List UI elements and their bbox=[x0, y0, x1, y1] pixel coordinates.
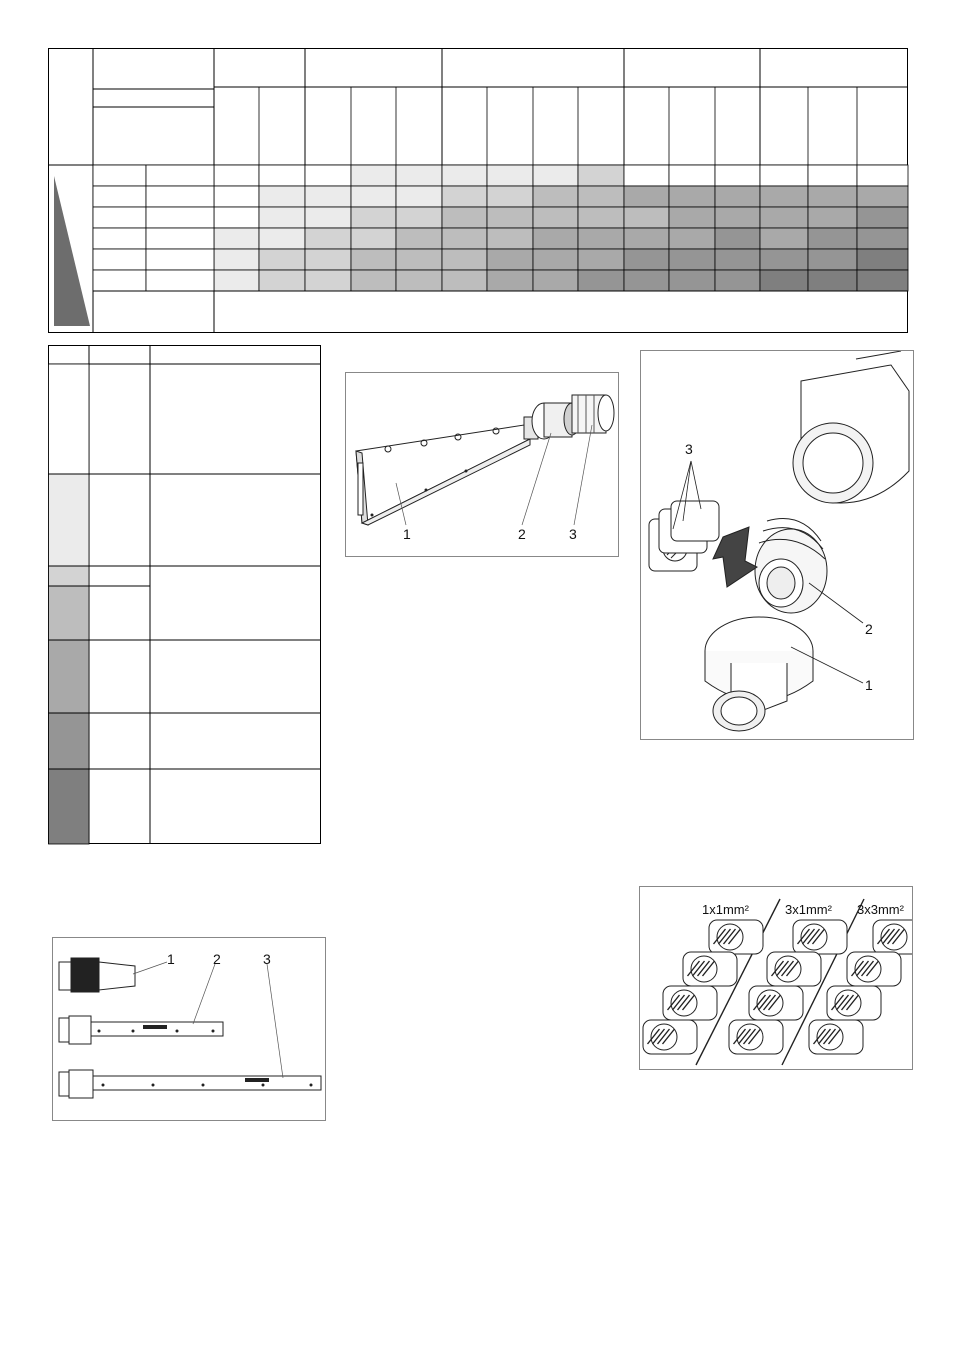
matrix-cell bbox=[259, 207, 305, 228]
matrix-cell bbox=[715, 249, 760, 270]
matrix-cell bbox=[624, 270, 669, 291]
wire-insert bbox=[793, 920, 847, 954]
matrix-cell bbox=[305, 186, 351, 207]
matrix-cell bbox=[533, 165, 578, 186]
figure-c-callout-1: 1 bbox=[167, 951, 175, 967]
figure-b-callout-3: 3 bbox=[685, 441, 693, 457]
legend-swatch bbox=[49, 474, 90, 566]
matrix-cell bbox=[442, 207, 487, 228]
matrix-cell bbox=[808, 186, 857, 207]
matrix-cell bbox=[533, 228, 578, 249]
matrix-row-label-cell bbox=[93, 207, 146, 228]
legend-swatch bbox=[49, 586, 90, 640]
wire-label-3x3: 3x3mm² bbox=[857, 902, 904, 917]
matrix-cell bbox=[715, 228, 760, 249]
matrix-cell bbox=[857, 228, 908, 249]
matrix-cell bbox=[487, 249, 533, 270]
figure-a-callout-2: 2 bbox=[518, 526, 526, 542]
legend-swatch bbox=[49, 364, 90, 474]
matrix-cell bbox=[760, 186, 808, 207]
matrix-cell bbox=[305, 270, 351, 291]
matrix-cell bbox=[624, 228, 669, 249]
matrix-cell bbox=[442, 165, 487, 186]
matrix-cell bbox=[857, 270, 908, 291]
wire-insert bbox=[643, 1020, 697, 1054]
matrix-row-label-cell bbox=[93, 249, 146, 270]
matrix-row-label-cell bbox=[146, 186, 214, 207]
matrix-cell bbox=[578, 228, 624, 249]
matrix-cell bbox=[305, 207, 351, 228]
figure-c-callout-3: 3 bbox=[263, 951, 271, 967]
legend-swatch bbox=[49, 769, 90, 844]
figure-horn-lengths bbox=[52, 937, 326, 1121]
matrix-cell bbox=[857, 207, 908, 228]
matrix-cell bbox=[715, 165, 760, 186]
matrix-cell bbox=[578, 186, 624, 207]
matrix-cell bbox=[305, 249, 351, 270]
matrix-cell bbox=[214, 270, 259, 291]
wire-insert bbox=[827, 986, 881, 1020]
matrix-cell bbox=[578, 207, 624, 228]
matrix-cell bbox=[487, 186, 533, 207]
wire-insert bbox=[809, 1020, 863, 1054]
figure-a-callout-1: 1 bbox=[403, 526, 411, 542]
matrix-cell bbox=[760, 228, 808, 249]
thickness-wedge-icon bbox=[54, 176, 90, 326]
matrix-cell bbox=[624, 165, 669, 186]
matrix-cell bbox=[259, 249, 305, 270]
booster-horn-icon bbox=[53, 938, 325, 1120]
matrix-cell bbox=[396, 207, 442, 228]
matrix-cell bbox=[396, 228, 442, 249]
matrix-cell bbox=[808, 228, 857, 249]
matrix-cell bbox=[578, 165, 624, 186]
matrix-cell bbox=[669, 165, 715, 186]
figure-c-callout-2: 2 bbox=[213, 951, 221, 967]
figure-b-callout-2: 2 bbox=[865, 621, 873, 637]
matrix-cell bbox=[442, 228, 487, 249]
matrix-cell bbox=[808, 165, 857, 186]
matrix-row-label-cell bbox=[146, 207, 214, 228]
matrix-row-label-cell bbox=[146, 270, 214, 291]
matrix-cell bbox=[487, 228, 533, 249]
legend-swatch bbox=[49, 566, 90, 586]
matrix-cell bbox=[396, 249, 442, 270]
matrix-row-label-cell bbox=[93, 228, 146, 249]
matrix-cell bbox=[442, 249, 487, 270]
wire-label-3x1: 3x1mm² bbox=[785, 902, 832, 917]
matrix-cell bbox=[808, 207, 857, 228]
matrix-cell bbox=[760, 165, 808, 186]
matrix-row-label-cell bbox=[146, 249, 214, 270]
matrix-cell bbox=[214, 207, 259, 228]
matrix-cell bbox=[857, 249, 908, 270]
matrix-cell bbox=[442, 270, 487, 291]
matrix-cell bbox=[669, 249, 715, 270]
matrix-cell bbox=[857, 165, 908, 186]
horn-sonotrode-icon bbox=[346, 373, 618, 556]
wire-insert bbox=[749, 986, 803, 1020]
matrix-cell bbox=[351, 207, 396, 228]
figure-a-callout-3: 3 bbox=[569, 526, 577, 542]
matrix-row-label-cell bbox=[146, 165, 214, 186]
legend-svg bbox=[48, 345, 322, 845]
matrix-cell bbox=[669, 228, 715, 249]
matrix-cell bbox=[305, 228, 351, 249]
matrix-cell bbox=[396, 165, 442, 186]
matrix-cell bbox=[578, 249, 624, 270]
shading-matrix-svg bbox=[48, 48, 909, 334]
matrix-cell bbox=[351, 270, 396, 291]
matrix-cell bbox=[351, 186, 396, 207]
matrix-row-label-cell bbox=[146, 228, 214, 249]
wire-insert bbox=[709, 920, 763, 954]
matrix-cell bbox=[214, 228, 259, 249]
wire-insert bbox=[729, 1020, 783, 1054]
matrix-cell bbox=[624, 249, 669, 270]
matrix-cell bbox=[715, 207, 760, 228]
matrix-cell bbox=[533, 186, 578, 207]
matrix-cell bbox=[396, 186, 442, 207]
figure-horn-assembly bbox=[345, 372, 619, 557]
shading-matrix-table bbox=[48, 48, 909, 334]
matrix-row-label-cell bbox=[93, 165, 146, 186]
matrix-cell bbox=[808, 270, 857, 291]
wire-insert bbox=[847, 952, 901, 986]
wire-label-1x1: 1x1mm² bbox=[702, 902, 749, 917]
figure-b-callout-1: 1 bbox=[865, 677, 873, 693]
matrix-cell bbox=[259, 186, 305, 207]
matrix-cell bbox=[669, 186, 715, 207]
legend-swatch bbox=[49, 640, 90, 713]
matrix-cell bbox=[214, 165, 259, 186]
matrix-cell bbox=[259, 270, 305, 291]
wire-insert bbox=[663, 986, 717, 1020]
matrix-cell bbox=[715, 186, 760, 207]
figure-wire-inserts bbox=[639, 886, 913, 1070]
matrix-cell bbox=[259, 165, 305, 186]
matrix-cell bbox=[487, 270, 533, 291]
figure-clamp-exploded bbox=[640, 350, 914, 740]
matrix-cell bbox=[669, 207, 715, 228]
wire-insert bbox=[683, 952, 737, 986]
matrix-cell bbox=[808, 249, 857, 270]
matrix-row-label-cell bbox=[93, 270, 146, 291]
matrix-cell bbox=[351, 249, 396, 270]
matrix-cell bbox=[669, 270, 715, 291]
matrix-cell bbox=[214, 186, 259, 207]
matrix-cell bbox=[487, 207, 533, 228]
matrix-cell bbox=[305, 165, 351, 186]
matrix-cell bbox=[442, 186, 487, 207]
wire-insert bbox=[873, 920, 912, 954]
legend-table bbox=[48, 345, 322, 845]
matrix-cell bbox=[533, 270, 578, 291]
matrix-cell bbox=[760, 207, 808, 228]
matrix-row-label-cell bbox=[93, 186, 146, 207]
matrix-cell bbox=[715, 270, 760, 291]
matrix-cell bbox=[396, 270, 442, 291]
matrix-cell bbox=[624, 207, 669, 228]
wire-insert bbox=[767, 952, 821, 986]
matrix-cell bbox=[533, 207, 578, 228]
matrix-cell bbox=[760, 270, 808, 291]
matrix-cell bbox=[760, 249, 808, 270]
matrix-cell bbox=[259, 228, 305, 249]
matrix-cell bbox=[857, 186, 908, 207]
matrix-cell bbox=[624, 186, 669, 207]
matrix-cell bbox=[578, 270, 624, 291]
matrix-cell bbox=[487, 165, 533, 186]
matrix-cell bbox=[214, 249, 259, 270]
matrix-cell bbox=[351, 165, 396, 186]
matrix-cell bbox=[533, 249, 578, 270]
matrix-cell bbox=[351, 228, 396, 249]
legend-swatch bbox=[49, 713, 90, 769]
